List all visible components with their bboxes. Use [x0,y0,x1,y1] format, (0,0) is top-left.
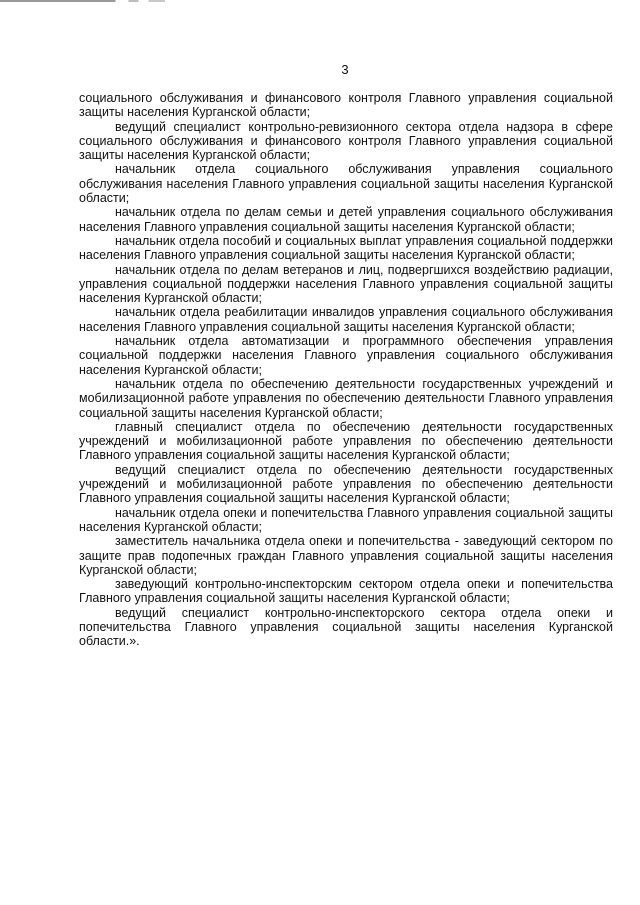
paragraph: начальник отдела по делам семьи и детей управления социального обслуживания населения Главного управления социальной защиты населения Курганской области; [79,205,613,234]
paragraph: ведущий специалист контрольно-ревизионного сектора отдела надзора в сфере социального обслуживания и финансового контроля Главного управления социальной защиты населения Курганской области; [79,119,613,163]
scan-edge-mark [0,0,165,2]
paragraph: начальник отдела автоматизации и программного обеспечения управления социальной поддержки населения Главного управления социального обслуживания населения Курганской области; [79,334,613,377]
paragraph: начальник отдела пособий и социальных выплат управления социальной поддержки населения Главного управления социальной защиты населения Курганской области; [79,233,613,263]
paragraph: ведущий специалист контрольно-инспекторского сектора отдела опеки и попечительства Главного управления социальной защиты населения Курганской области.». [79,605,613,649]
document-body [79,91,613,649]
paragraph: заместитель начальника отдела опеки и попечительства - заведующий сектором по защите прав подопечных граждан Главного управления социальной защиты населения Курганской области; [79,534,613,577]
paragraph: начальник отдела опеки и попечительства Главного управления социальной защиты населения Курганской области; [79,505,613,534]
page-number: 3 [341,62,349,77]
paragraph: главный специалист отдела по обеспечению деятельности государственных учреждений и мобилизационной работе управления по обеспечению деятельности Главного управления социальной защиты населения Курганской области; [79,419,613,463]
paragraph: начальник отдела реабилитации инвалидов управления социального обслуживания населения Главного управления социальной защиты населения Курганской области; [79,305,613,334]
paragraph: социального обслуживания и финансового контроля Главного управления социальной защиты населения Курганской области; [79,91,613,120]
paragraph: ведущий специалист отдела по обеспечению деятельности государственных учреждений и мобилизационной работе управления по обеспечению деятельности Главного управления социальной защиты населения Курганской области; [79,462,613,506]
paragraph: начальник отдела по обеспечению деятельности государственных учреждений и мобилизационной работе управления по обеспечению деятельности Главного управления социальной защиты населения Курганской области; [79,376,613,420]
paragraph: начальник отдела по делам ветеранов и лиц, подвергшихся воздействию радиации, управления социальной поддержки населения Главного управления социальной защиты населения Курганской области; [79,262,613,306]
paragraph: начальник отдела социального обслуживания управления социального обслуживания населения Главного управления социальной защиты населения Курганской области; [79,162,613,206]
paragraph: заведующий контрольно-инспекторским сектором отдела опеки и попечительства Главного управления социальной защиты населения Курганской области; [79,577,613,606]
